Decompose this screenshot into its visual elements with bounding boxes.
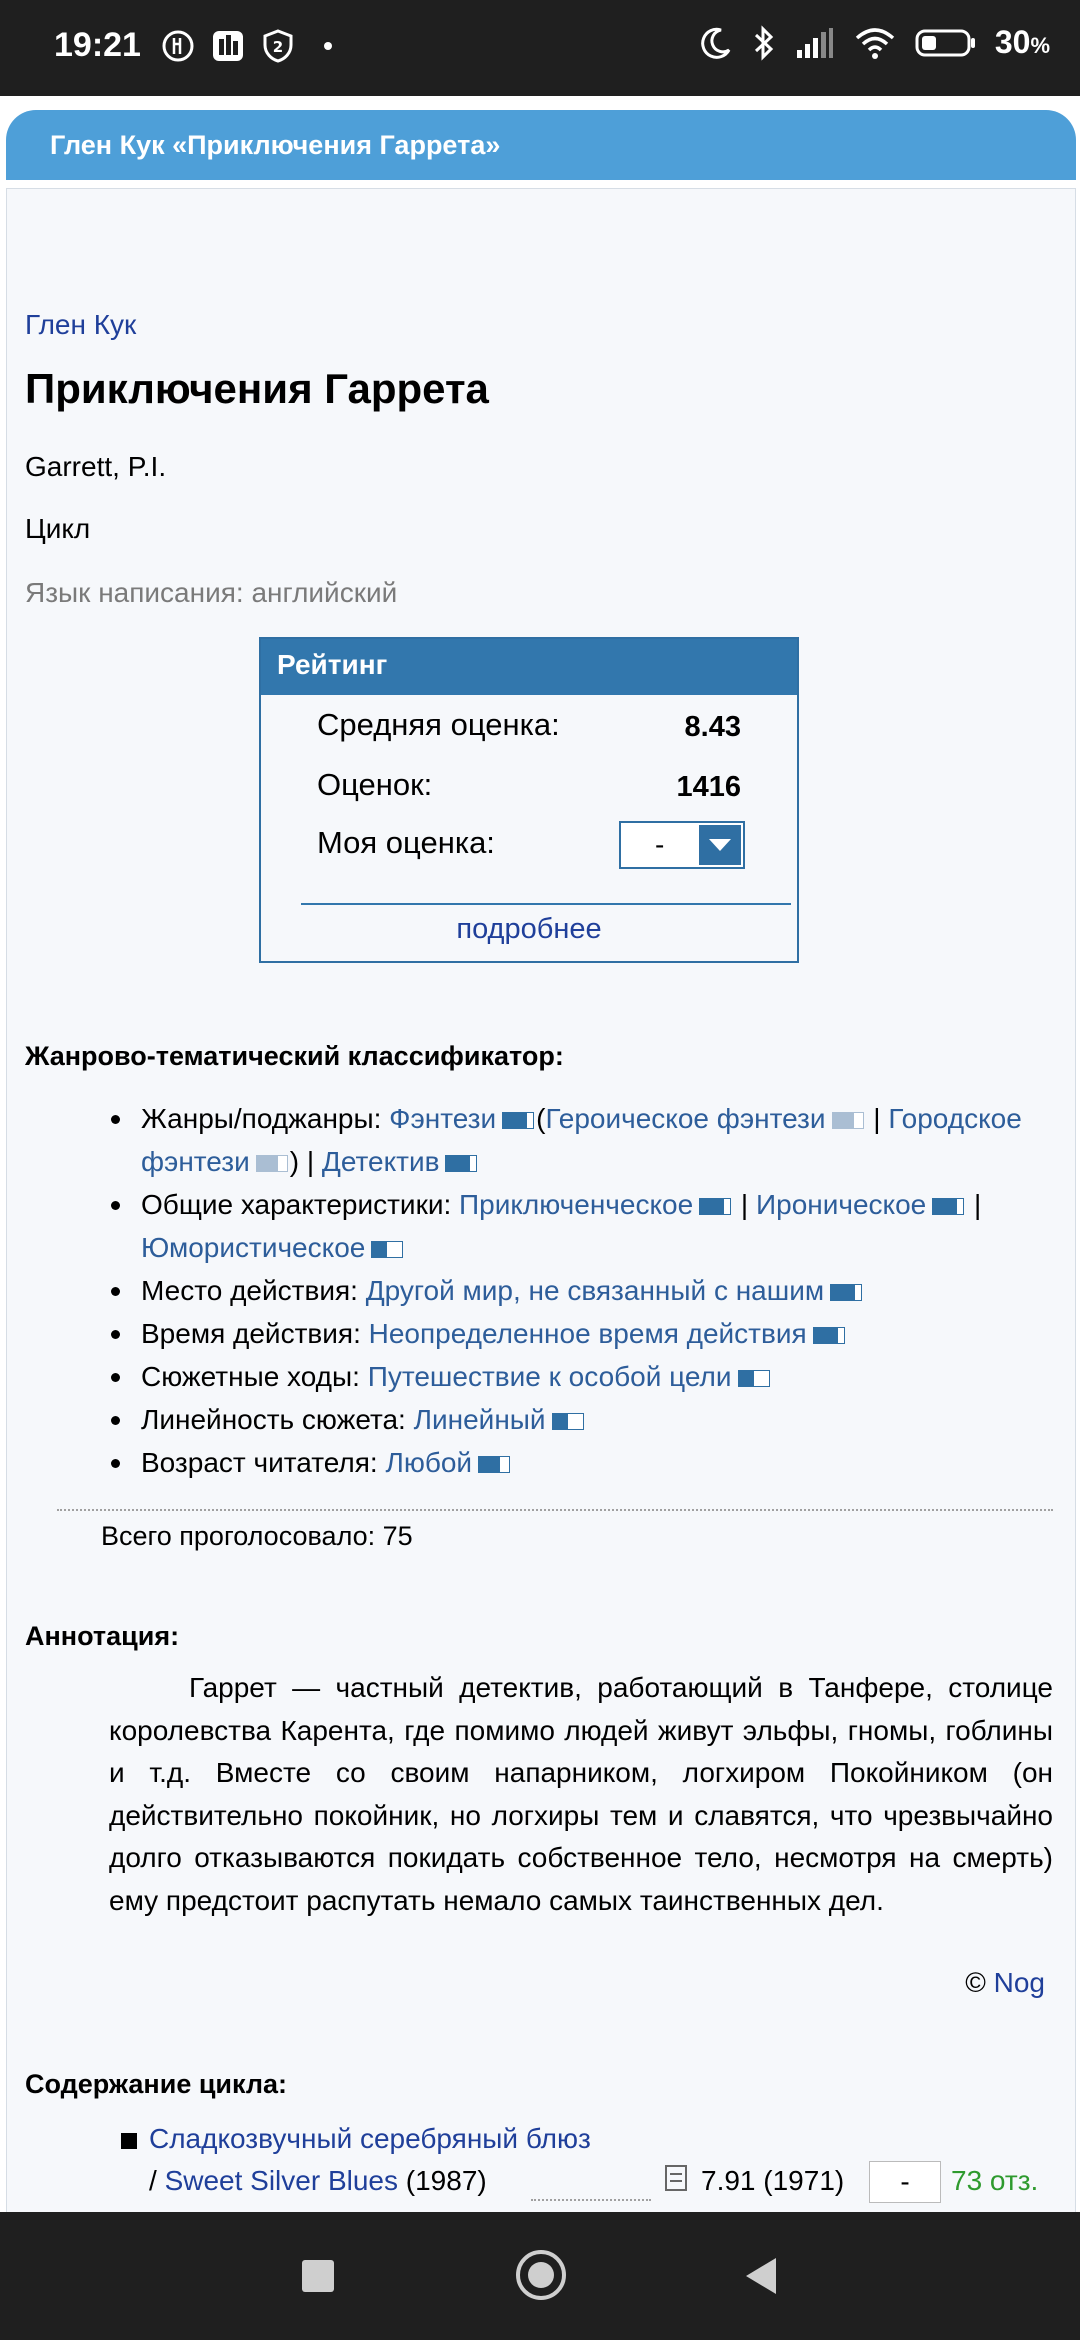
vote-level-bar bbox=[552, 1413, 584, 1430]
linearity-link[interactable]: Линейный bbox=[413, 1404, 546, 1435]
list-item: Общие характеристики: Приключенческое | Ироническое | Юмористическое bbox=[111, 1183, 1051, 1269]
vote-level-bar bbox=[502, 1112, 534, 1129]
vote-level-bar bbox=[478, 1456, 510, 1473]
characteristic-link[interactable]: Ироническое bbox=[756, 1189, 927, 1220]
my-rating-value: - bbox=[655, 829, 665, 860]
battery-percent: 30% bbox=[994, 24, 1050, 60]
list-item: Сладкозвучный серебряный блюз / Sweet Silver Blues (1987) 7.91 (1971) - 73 отз. bbox=[121, 2123, 1061, 2219]
credit-author-link[interactable]: Nog bbox=[993, 1967, 1045, 1998]
work-kind: Цикл bbox=[25, 513, 91, 544]
list-item: Время действия: Неопределенное время действия bbox=[111, 1312, 1051, 1355]
characteristic-link[interactable]: Юмористическое bbox=[141, 1232, 366, 1263]
svg-text:2: 2 bbox=[272, 38, 284, 56]
classifier-title: Жанрово-тематический классификатор: bbox=[25, 1041, 564, 1071]
place-link[interactable]: Другой мир, не связанный с нашим bbox=[365, 1275, 825, 1306]
divider bbox=[57, 1509, 1053, 1511]
rating-divider bbox=[301, 903, 791, 905]
total-votes: Всего проголосовало: 75 bbox=[101, 1521, 413, 1551]
page-header-title: Глен Кук «Приключения Гаррета» bbox=[50, 130, 501, 160]
annotation-icon[interactable] bbox=[665, 2165, 687, 2191]
home-button[interactable] bbox=[516, 2250, 566, 2300]
clock: 19:21 bbox=[54, 26, 141, 64]
system-icons bbox=[699, 24, 1050, 61]
vote-level-bar bbox=[830, 1284, 862, 1301]
reviews-link[interactable]: 73 отз. bbox=[951, 2165, 1039, 2196]
rating-heading: Рейтинг bbox=[261, 639, 797, 695]
vote-level-bar bbox=[932, 1198, 964, 1215]
list-item: Жанры/поджанры: Фэнтези (Героическое фэнтези | Городское фэнтези ) | Детектив bbox=[111, 1097, 1051, 1183]
page-header bbox=[6, 110, 1076, 180]
vote-level-bar bbox=[738, 1370, 770, 1387]
rating-box bbox=[259, 637, 799, 963]
annotation-credit: © Nog bbox=[965, 1967, 1045, 1998]
annotation-text: Гаррет — частный детектив, работающий в Танфере, столице королевства Карента, где помимо людей живут эльфы, гномы, гоблины и т.д. Вместе со своим напарником, логхиром Покойником (он действительно покойник, но логхиры тем и славятся, что чрезвычайно долго отказываются покидать собственное тело, несмотря на смерть) ему предстоит распутать немало самых таинственных дел. bbox=[109, 1672, 1053, 1916]
vote-level-bar bbox=[371, 1241, 403, 1258]
vote-select[interactable]: - bbox=[869, 2161, 941, 2203]
avg-rating-label: Средняя оценка: bbox=[317, 707, 560, 742]
dotted-leader bbox=[531, 2199, 651, 2201]
author-link[interactable]: Глен Кук bbox=[25, 309, 137, 340]
navigation-bar bbox=[0, 2212, 1080, 2340]
work-link-en[interactable]: Sweet Silver Blues bbox=[164, 2165, 398, 2196]
list-item: Линейность сюжета: Линейный bbox=[111, 1398, 1051, 1441]
food-app-icon bbox=[160, 28, 196, 64]
list-item: Возраст читателя: Любой bbox=[111, 1441, 1051, 1484]
vote-level-bar bbox=[813, 1327, 845, 1344]
writing-language: Язык написания: английский bbox=[25, 577, 398, 608]
original-title: Garrett, P.I. bbox=[25, 451, 167, 482]
web-page bbox=[0, 96, 1080, 2212]
signal-icon bbox=[795, 26, 835, 60]
genre-link[interactable]: Детектив bbox=[321, 1146, 440, 1177]
wifi-icon bbox=[853, 26, 897, 60]
rating-count-value: 1416 bbox=[676, 771, 741, 803]
classifier-list bbox=[111, 1097, 1051, 1484]
age-link[interactable]: Любой bbox=[385, 1447, 473, 1478]
genre-link[interactable]: Городское фэнтези bbox=[141, 1103, 1022, 1177]
bullet bbox=[121, 2133, 137, 2149]
notification-icons bbox=[160, 28, 332, 64]
work-title: Приключения Гаррета bbox=[25, 365, 489, 412]
back-button[interactable] bbox=[746, 2258, 776, 2294]
annotation-title: Аннотация: bbox=[25, 1621, 180, 1651]
work-link-ru[interactable]: Сладкозвучный серебряный блюз bbox=[149, 2123, 591, 2154]
work-rating: 7.91 (1971) bbox=[701, 2165, 845, 2196]
list-item: Сюжетные ходы: Путешествие к особой цели bbox=[111, 1355, 1051, 1398]
shield-badge-icon bbox=[260, 28, 296, 64]
moon-icon bbox=[699, 26, 733, 60]
my-rating-select[interactable] bbox=[619, 821, 745, 869]
my-rating-label: Моя оценка: bbox=[317, 825, 495, 860]
avg-rating-value: 8.43 bbox=[684, 711, 741, 743]
work-content bbox=[6, 188, 1076, 2228]
rating-count-label: Оценок: bbox=[317, 767, 433, 802]
status-bar bbox=[0, 0, 1080, 96]
vote-level-bar bbox=[699, 1198, 731, 1215]
genre-link[interactable]: Героическое фэнтези bbox=[545, 1103, 826, 1134]
plot-link[interactable]: Путешествие к особой цели bbox=[367, 1361, 732, 1392]
recents-button[interactable] bbox=[302, 2260, 334, 2292]
vote-level-bar bbox=[832, 1112, 864, 1129]
bluetooth-icon bbox=[751, 25, 777, 61]
genre-link[interactable]: Фэнтези bbox=[389, 1103, 497, 1134]
chevron-down-icon[interactable] bbox=[699, 825, 741, 865]
app-notification-icon bbox=[210, 28, 246, 64]
vote-level-bar bbox=[445, 1155, 477, 1172]
battery-icon bbox=[915, 26, 977, 60]
time-link[interactable]: Неопределенное время действия bbox=[368, 1318, 807, 1349]
characteristic-link[interactable]: Приключенческое bbox=[459, 1189, 694, 1220]
more-notifications-dot bbox=[324, 42, 332, 50]
vote-level-bar bbox=[256, 1155, 288, 1172]
list-item: Место действия: Другой мир, не связанный с нашим bbox=[111, 1269, 1051, 1312]
rating-details-link[interactable]: подробнее bbox=[456, 913, 602, 945]
cycle-title: Содержание цикла: bbox=[25, 2069, 288, 2099]
